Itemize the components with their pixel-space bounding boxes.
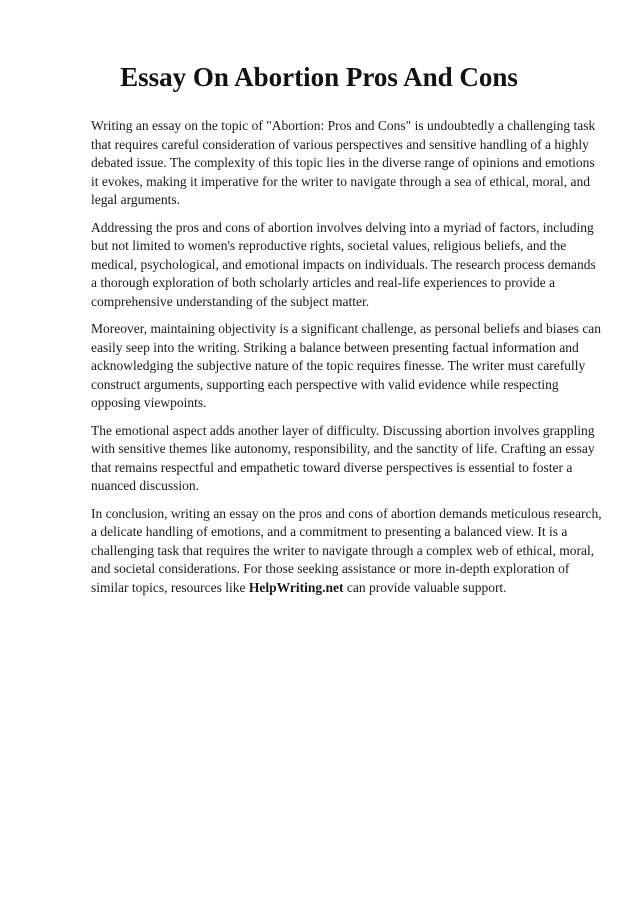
paragraph-5-text-after: can provide valuable support.	[343, 579, 507, 595]
document-title: Essay On Abortion Pros And Cons	[120, 62, 518, 92]
helpwriting-link[interactable]: HelpWriting.net	[248, 579, 344, 595]
paragraph-2: Addressing the pros and cons of abortion involves delving into a myriad of factors, including but not limited to women's reproductive rights, societal values, religious beliefs, and the medical, psychological, and emotional impacts on individuals. The research process demands a thorough exploration of both scholarly articles and real-life experiences to provide a comprehensive understanding of the subject matter.	[91, 219, 596, 309]
paragraph-4: The emotional aspect adds another layer of difficulty. Discussing abortion involves grappling with sensitive themes like autonomy, responsibility, and the sanctity of life. Crafting an essay that remains respectful and empathetic toward diverse perspectives is essential to foster a nuanced discussion.	[91, 422, 595, 493]
paragraph-5	[91, 505, 603, 598]
paragraph-3: Moreover, maintaining objectivity is a significant challenge, as personal beliefs and biases can easily seep into the writing. Striking a balance between presenting factual information and acknowledging the subjective nature of the topic requires finesse. The writer must carefully construct arguments, supporting each perspective with valid evidence while respecting opposing viewpoints.	[91, 321, 602, 410]
paragraph-5-text-before: In conclusion, writing an essay on the pros and cons of abortion demands meticulous research, a delicate handling of emotions, and a commitment to presenting a balanced view. It is a challenging task that requires the writer to navigate through a complex web of ethical, moral, and societal considerations. For those seeking assistance or more in-depth exploration of similar topics, resources like	[91, 505, 602, 595]
paragraph-1: Writing an essay on the topic of "Abortion: Pros and Cons" is undoubtedly a challenging task that requires careful consideration of various perspectives and sensitive handling of a highly debated issue. The complexity of this topic lies in the diverse range of opinions and emotions it evokes, making it imperative for the writer to navigate through a sea of ethical, moral, and legal arguments.	[91, 118, 596, 207]
document-body	[91, 117, 603, 606]
